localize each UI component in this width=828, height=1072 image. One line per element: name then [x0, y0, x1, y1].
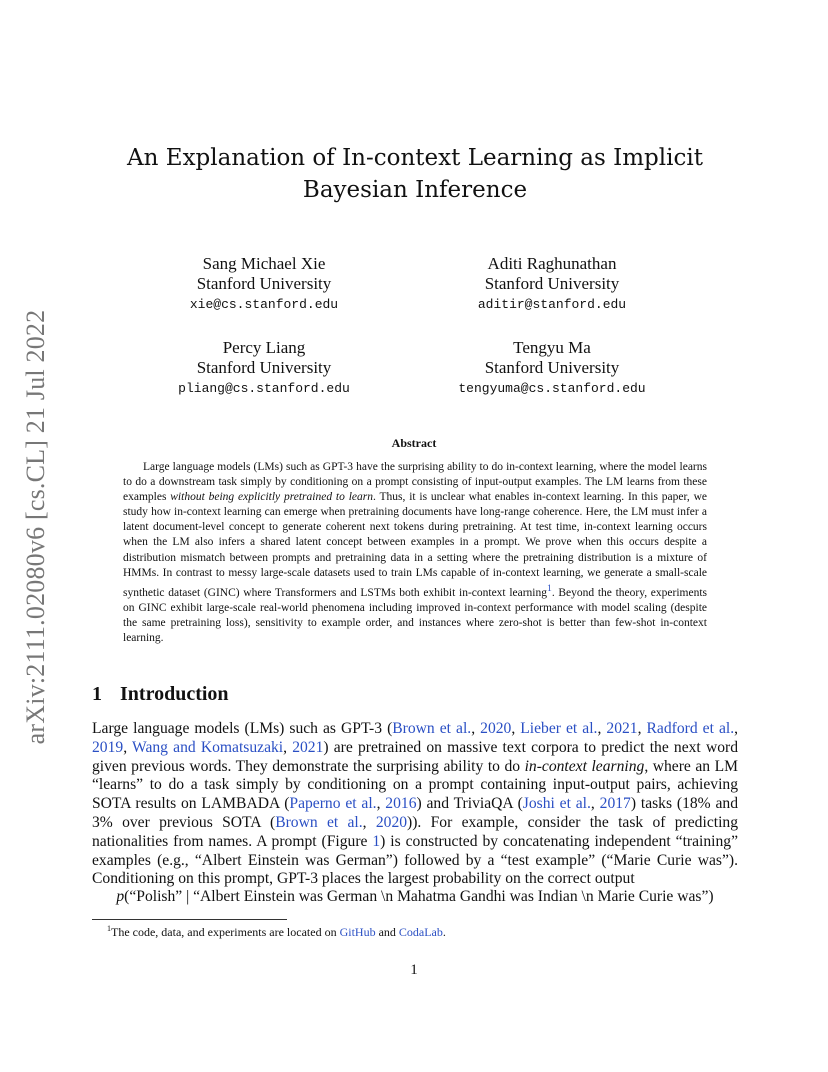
paper-title	[100, 142, 730, 206]
arxiv-sidebar-stamp	[21, 295, 50, 758]
section-number: 1	[92, 683, 102, 705]
intro-text: ) and TriviaQA (	[416, 795, 523, 813]
figure-reference-link[interactable]: 1	[372, 832, 381, 850]
section-title: Introduction	[120, 683, 229, 705]
citation-year-link[interactable]: 2019	[92, 738, 124, 756]
author-block	[134, 254, 394, 315]
footnote-text: and	[375, 925, 399, 939]
footnote-marker[interactable]: 1	[547, 582, 552, 594]
citation-link[interactable]: Brown et al.	[392, 720, 472, 737]
footnote-divider	[92, 919, 287, 920]
citation-link[interactable]: Joshi et al.	[522, 795, 591, 813]
author-name: Sang Michael Xie	[202, 254, 326, 273]
intro-text: Large language models (LMs) such as GPT-3 (	[92, 720, 393, 737]
author-affiliation: Stanford University	[196, 358, 332, 377]
citation-year-link[interactable]: 2017	[599, 795, 631, 813]
citation-year-link[interactable]: 2020	[480, 720, 512, 737]
author-name: Tengyu Ma	[513, 338, 591, 357]
citation-year-link[interactable]: 2020	[375, 813, 408, 831]
citation-link[interactable]: Brown et al.	[275, 813, 363, 831]
github-link[interactable]: GitHub	[339, 925, 376, 939]
intro-text: ,	[590, 795, 600, 813]
author-email[interactable]: xie@cs.stanford.edu	[189, 297, 339, 312]
equation-variable: p	[116, 888, 125, 905]
citation-year-link[interactable]: 2021	[292, 738, 324, 756]
author-email[interactable]: aditir@stanford.edu	[477, 297, 627, 312]
intro-text: ) is constructed by concatenating independent “training” examples (e.g., “Albert Einstein was German”) followed by a “test example” (“Marie Curie was”). Conditioning on this prompt, GPT-3 places the largest probability on the correct output	[92, 832, 738, 888]
footnote-number: 1	[107, 924, 111, 933]
citation-year-link[interactable]: 2016	[385, 795, 417, 813]
author-block	[422, 254, 682, 315]
author-name: Aditi Raghunathan	[487, 254, 617, 273]
page-number: 1	[410, 962, 418, 978]
citation-link[interactable]: Lieber et al.	[520, 720, 598, 737]
codalab-link[interactable]: CodaLab	[398, 925, 443, 939]
author-affiliation: Stanford University	[196, 274, 332, 293]
intro-text: ,	[734, 720, 738, 737]
abstract-text-part: . Beyond the theory, experiments on GINC exhibit large-scale real-world phenomena including improved in-context performance with model scaling (despite the same pretraining loss), sensitivity to example order, and instances where zero-shot is better than few-shot in-context learning.	[123, 586, 707, 644]
author-affiliation: Stanford University	[484, 358, 620, 377]
author-email[interactable]: pliang@cs.stanford.edu	[178, 381, 350, 396]
author-block	[422, 338, 682, 399]
intro-text: ) are pretrained on massive text corpora to predict the next word given previous words. They demonstrate the surprising ability to do	[92, 738, 738, 775]
author-affiliation: Stanford University	[484, 274, 620, 293]
title-line-1: An Explanation of In-context Learning as Implicit	[127, 145, 703, 171]
equation	[92, 888, 738, 906]
intro-text: ,	[637, 720, 647, 737]
intro-text: ,	[283, 738, 293, 756]
intro-text: ) tasks (18% and 3% over previous SOTA (	[92, 795, 738, 831]
intro-text: )). For example, consider the task of predicting nationalities from names. A prompt (Figure	[92, 813, 738, 850]
title-line-2: Bayesian Inference	[302, 177, 528, 203]
citation-link[interactable]: Radford et al.	[646, 720, 735, 737]
section-heading	[92, 683, 229, 706]
citation-link[interactable]: Wang and Komatsuzaki	[131, 738, 284, 756]
intro-text: ,	[376, 795, 386, 813]
intro-text: , where an LM “learns” to do a task simply by conditioning on a prompt containing input-output pairs, achieving SOTA results on LAMBADA (	[92, 757, 738, 813]
intro-text: ,	[511, 720, 521, 737]
footnote	[107, 924, 446, 940]
intro-text: ,	[123, 738, 132, 756]
intro-emphasis: in-context learning	[524, 757, 645, 775]
arxiv-id-text: arXiv:2111.02080v6 [cs.CL] 21 Jul 2022	[21, 309, 50, 744]
intro-text: ,	[597, 720, 607, 737]
abstract-text-part: Large language models (LMs) such as GPT-3 have the surprising ability to do in-context learning, where the model learns to do a downstream task simply by conditioning on a prompt consisting of input-output examples. The LM learns from these examples	[123, 461, 707, 504]
author-email[interactable]: tengyuma@cs.stanford.edu	[458, 381, 646, 396]
abstract-heading: Abstract	[391, 436, 437, 450]
intro-text: ,	[471, 720, 481, 737]
abstract-emphasis: without being explicitly pretrained to learn	[170, 491, 373, 504]
intro-paragraph	[92, 720, 738, 889]
abstract-text-part: . Thus, it is unclear what enables in-context learning. In this paper, we study how in-context learning can emerge when pretraining documents have long-range coherence. Here, the LM must infer a latent document-level concept to generate coherent next tokens during pretraining. At test time, in-context learning occurs when the LM also infers a shared latent concept between examples in a prompt. We prove when this occurs despite a distribution mismatch between prompts and pretraining data in a setting where the pretraining distribution is a mixture of HMMs. In contrast to messy large-scale datasets used to train LMs capable of in-context learning, we generate a small-scale synthetic dataset (GINC) where Transformers and LSTMs both exhibit in-context learning	[123, 491, 707, 599]
abstract-text	[123, 460, 707, 646]
author-name: Percy Liang	[222, 338, 306, 357]
citation-year-link[interactable]: 2021	[606, 720, 638, 737]
footnote-text: .	[442, 925, 446, 939]
intro-text: ,	[362, 813, 376, 831]
citation-link[interactable]: Paperno et al.	[289, 795, 377, 813]
footnote-text: The code, data, and experiments are located on	[111, 925, 340, 939]
author-block	[134, 338, 394, 399]
equation-body: (“Polish” | “Albert Einstein was German \n Mahatma Gandhi was Indian \n Marie Curie was”)	[124, 888, 714, 905]
